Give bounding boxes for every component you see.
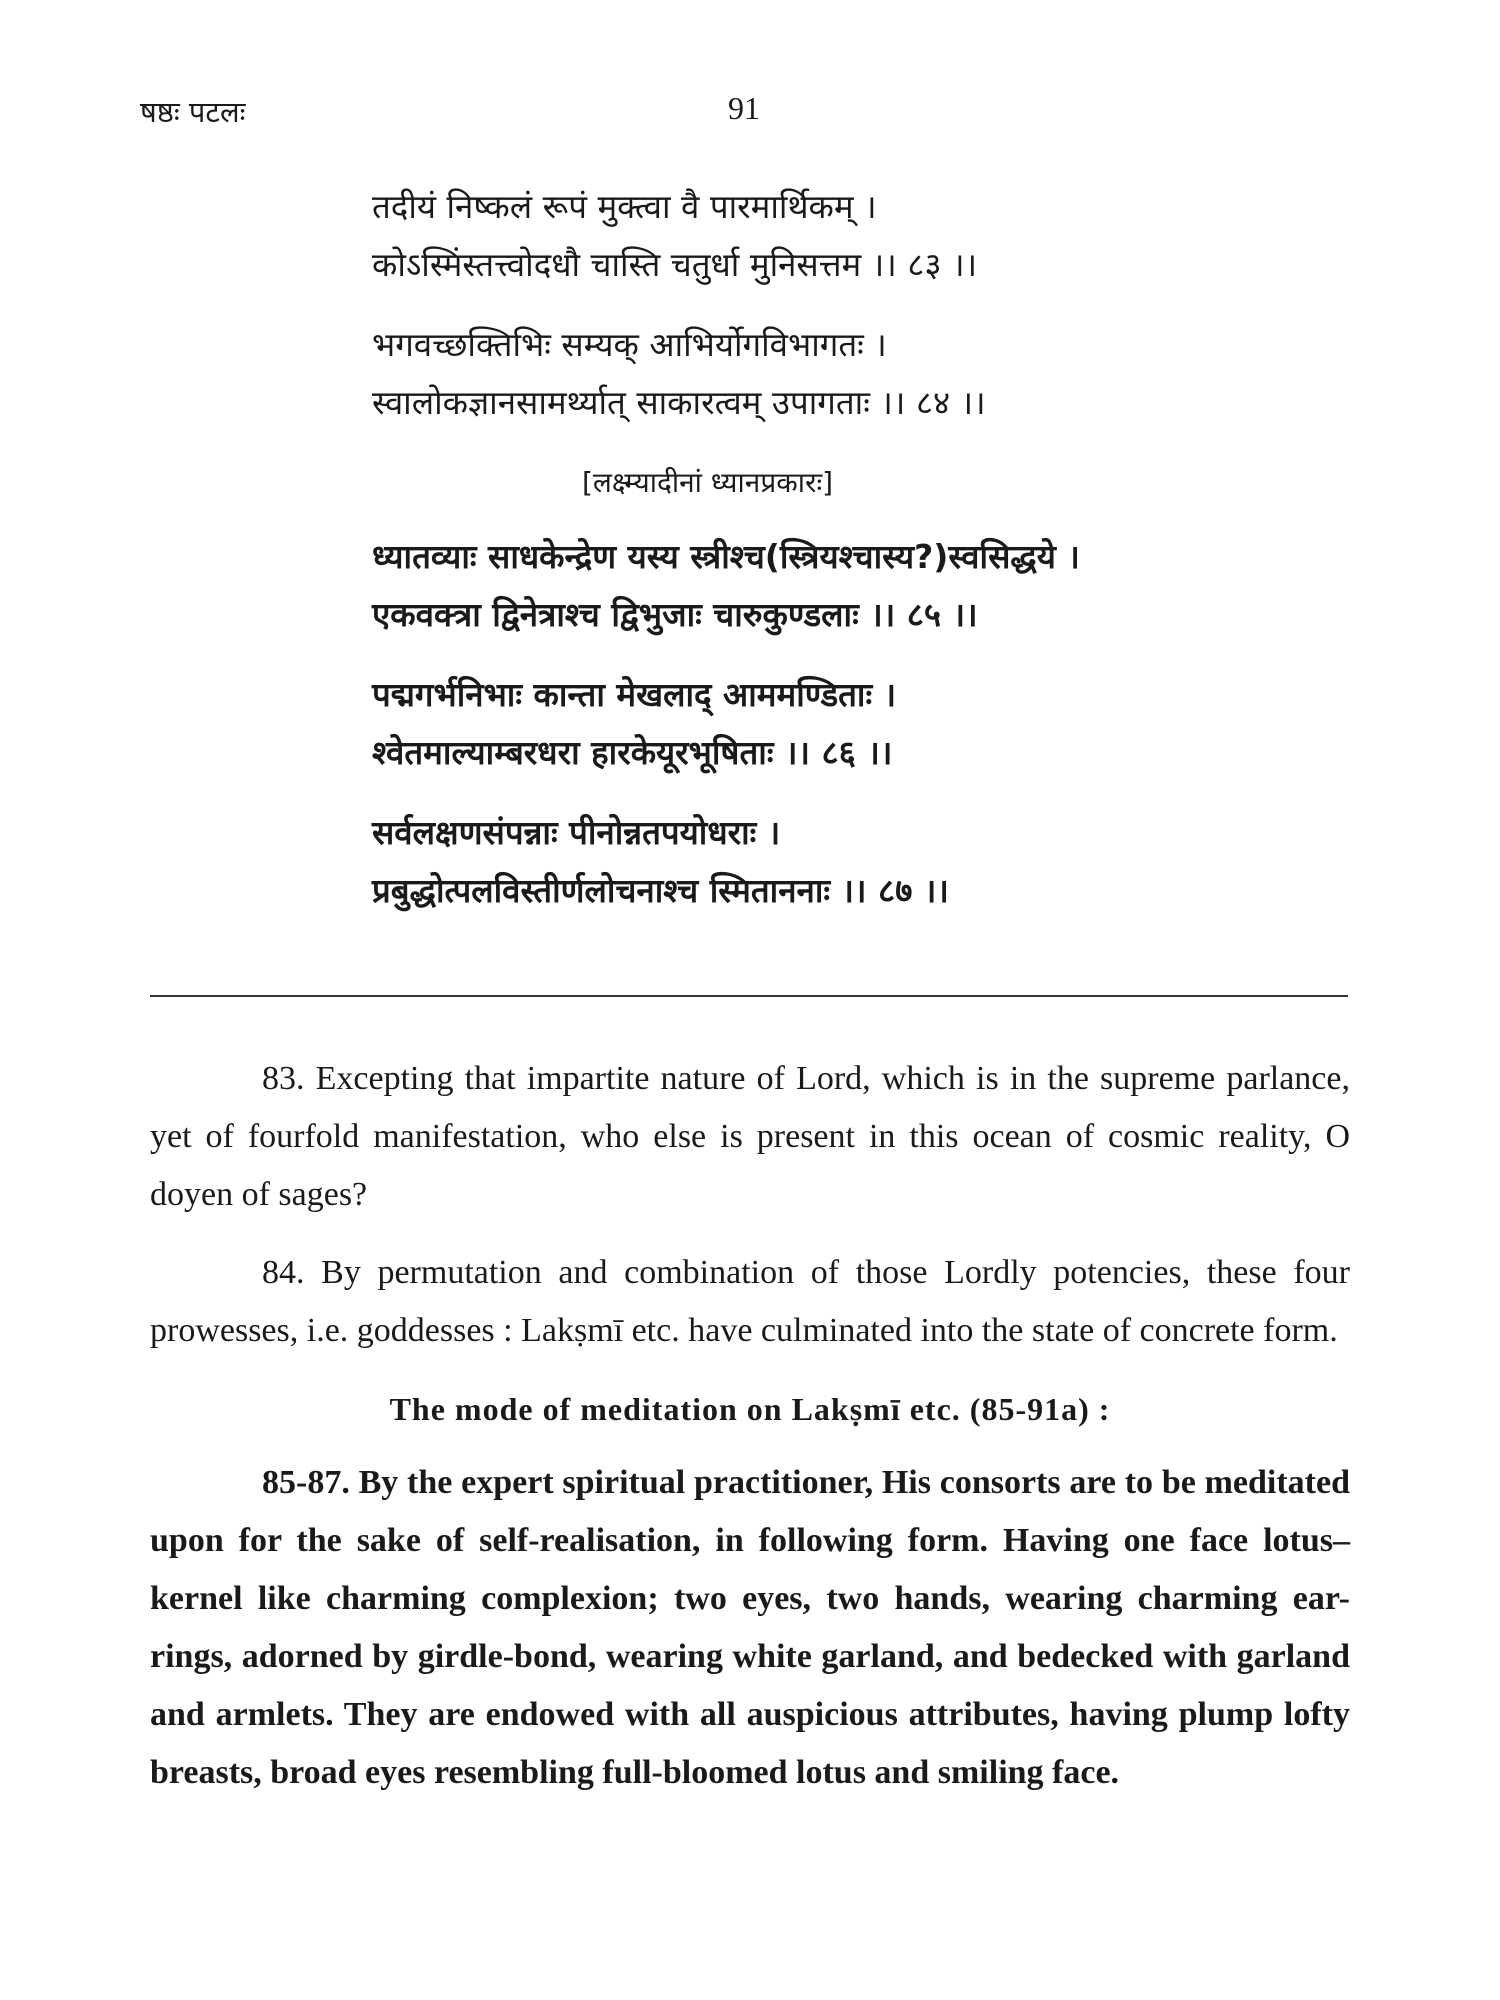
translation-paragraph-85-87: 85-87. By the expert spiritual practitioner, His consorts are to be meditated upon for the sake of self-realisation, in following form. Having one face lotus–kernel like charming complexion; two eyes, two hands, wearing charming ear-rings, adorned by girdle-bond, wearing white garland, and bedecked with garland and armlets. They are endowed with all auspicious attributes, having plump lofty breasts, broad eyes resembling full-bloomed lotus and smiling face. [150,1464,1350,1791]
verse-line: एकवक्त्रा द्विनेत्राश्च द्विभुजाः चारुकुण्डलाः ।। ८५ ।। [372,595,978,634]
page-number: 91 [728,90,760,126]
running-header: षष्ठः पटलः [140,95,246,129]
verse-line: ध्यातव्याः साधकेन्द्रेण यस्य स्त्रीश्च(स्त्रियश्चास्य?)स्वसिद्धये । [372,537,1080,576]
verse-line: प्रबुद्धोत्पलविस्तीर्णलोचनाश्च स्मिताननाः ।। ८७ ।। [372,871,949,910]
sanskrit-verses [372,178,1372,942]
verse-line: भगवच्छक्तिभिः सम्यक् आभिर्योगविभागतः । [372,325,887,364]
verse-line: सर्वलक्षणसंपन्नाः पीनोन्नतपयोधराः । [372,813,781,852]
english-translation [150,1050,1350,1822]
section-divider [150,995,1348,997]
translation-section-heading: The mode of meditation on Lakṣmī etc. (85-91a) : [389,1391,1111,1427]
verse-84 [372,316,1372,432]
verse-86 [372,666,1372,782]
verse-line: पद्मगर्भनिभाः कान्ता मेखलाद् आममण्डिताः । [372,675,897,714]
verse-85 [372,528,1372,644]
verse-87 [372,804,1372,920]
translation-paragraph-83: 83. Excepting that impartite nature of Lord, which is in the supreme parlance, yet of fourfold manifestation, who else is present in this ocean of cosmic reality, O doyen of sages? [150,1060,1350,1213]
verse-line: तदीयं निष्कलं रूपं मुक्त्वा वै पारमार्थिकम् । [372,187,877,226]
verse-line: श्वेतमाल्याम्बरधरा हारकेयूरभूषिताः ।। ८६ ।। [372,733,893,772]
translation-paragraph-84: 84. By permutation and combination of those Lordly potencies, these four prowesses, i.e. goddesses : Lakṣmī etc. have culminated into the state of concrete form. [150,1254,1350,1349]
verse-line: स्वालोकज्ञानसामर्थ्यात् साकारत्वम् उपागताः ।। ८४ ।। [372,383,986,422]
verse-line: कोऽस्मिंस्तत्त्वोदधौ चास्ति चतुर्धा मुनिसत्तम ।। ८३ ।। [372,245,978,284]
verse-83 [372,178,1372,294]
sanskrit-section-heading: [लक्ष्म्यादीनां ध्यानप्रकारः] [582,466,834,499]
